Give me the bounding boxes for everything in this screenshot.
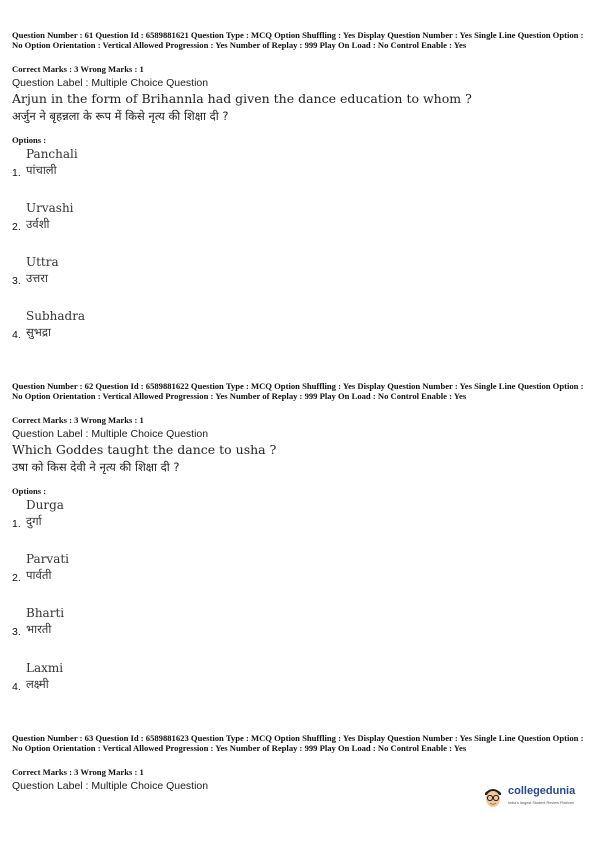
option-text-english: Parvati	[26, 552, 70, 566]
option-text-english: Urvashi	[26, 201, 74, 215]
option-number: 4.	[12, 681, 21, 693]
option-text-hindi: दुर्गा	[26, 514, 42, 528]
question-text-hindi: उषा को किस देवी ने नृत्य की शिक्षा दी ?	[12, 460, 180, 474]
option-number: 2.	[12, 572, 21, 584]
question-label: Question Label : Multiple Choice Question	[12, 77, 209, 89]
option-text-hindi: भारती	[26, 622, 52, 636]
option-number: 1.	[12, 167, 21, 179]
option-text-english: Subhadra	[26, 309, 86, 323]
options-heading: Options :	[12, 486, 47, 496]
marks-info: Correct Marks : 3 Wrong Marks : 1	[12, 415, 144, 425]
option-1[interactable]	[12, 147, 212, 183]
option-1[interactable]	[12, 498, 212, 534]
marks-info: Correct Marks : 3 Wrong Marks : 1	[12, 64, 144, 74]
collegedunia-logo	[482, 782, 587, 816]
option-text-hindi: लक्ष्मी	[26, 677, 49, 691]
question-text-english: Arjun in the form of Brihannla had given the dance education to whom ?	[12, 91, 472, 106]
option-3[interactable]	[12, 255, 212, 291]
option-number: 2.	[12, 221, 21, 233]
option-text-hindi: सुभद्रा	[26, 325, 51, 339]
marks-info: Correct Marks : 3 Wrong Marks : 1	[12, 767, 144, 777]
question-label: Question Label : Multiple Choice Question	[12, 780, 209, 792]
option-3[interactable]	[12, 606, 212, 642]
question-meta: Question Number : 63 Question Id : 6589881623 Question Type : MCQ Option Shuffling : Yes Display Question Number : Yes Single Line Question Option : No Option Orientation : Vertical Allowed Progression : Yes Number of Replay : 999 Play On Load : No Control Enable : Yes	[12, 733, 584, 753]
option-text-hindi: उर्वशी	[26, 217, 50, 231]
option-text-english: Panchali	[26, 147, 78, 161]
question-text-hindi: अर्जुन ने बृहन्नला के रूप में किसे नृत्य की शिक्षा दी ?	[12, 109, 229, 123]
question-meta: Question Number : 61 Question Id : 6589881621 Question Type : MCQ Option Shuffling : Yes Display Question Number : Yes Single Line Question Option : No Option Orientation : Vertical Allowed Progression : Yes Number of Replay : 999 Play On Load : No Control Enable : Yes	[12, 30, 584, 50]
option-number: 3.	[12, 275, 21, 287]
question-label: Question Label : Multiple Choice Question	[12, 428, 209, 440]
option-text-english: Laxmi	[26, 661, 64, 675]
mascot-icon	[482, 784, 504, 810]
option-4[interactable]	[12, 309, 212, 345]
option-text-hindi: पांचाली	[26, 163, 57, 177]
option-text-hindi: उत्तरा	[26, 271, 48, 285]
option-2[interactable]	[12, 201, 212, 237]
options-heading: Options :	[12, 135, 47, 145]
option-text-hindi: पार्वती	[26, 568, 52, 582]
question-meta: Question Number : 62 Question Id : 6589881622 Question Type : MCQ Option Shuffling : Yes Display Question Number : Yes Single Line Question Option : No Option Orientation : Vertical Allowed Progression : Yes Number of Replay : 999 Play On Load : No Control Enable : Yes	[12, 381, 584, 401]
option-number: 4.	[12, 329, 21, 341]
logo-tagline: India's largest Student Review Platform	[508, 801, 575, 805]
option-text-english: Bharti	[26, 606, 65, 620]
question-text-english: Which Goddes taught the dance to usha ?	[12, 442, 277, 457]
option-4[interactable]	[12, 661, 212, 697]
option-2[interactable]	[12, 552, 212, 588]
option-number: 1.	[12, 518, 21, 530]
logo-brand-text: collegedunia	[508, 785, 576, 797]
option-text-english: Uttra	[26, 255, 59, 269]
option-number: 3.	[12, 626, 21, 638]
option-text-english: Durga	[26, 498, 64, 512]
